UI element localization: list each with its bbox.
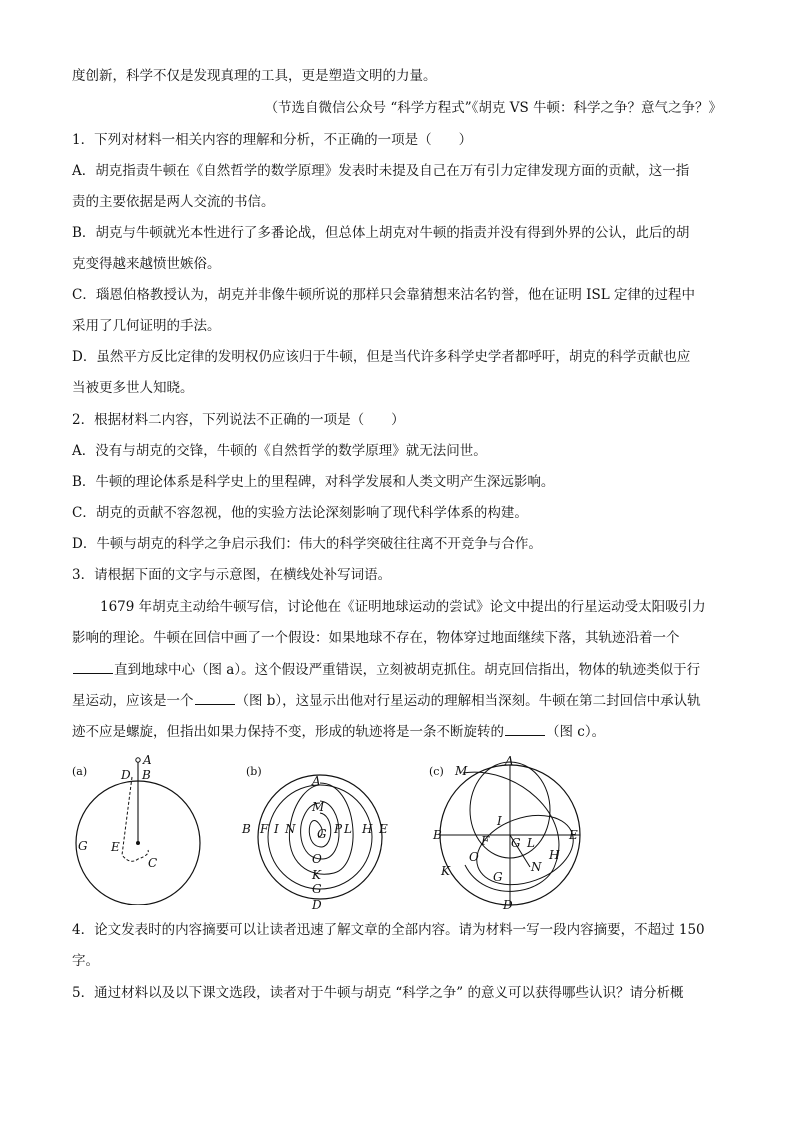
option-2b: B．牛顿的理论体系是科学史上的里程碑，对科学发展和人类文明产生深远影响。 (72, 474, 555, 490)
svg-text:I: I (497, 814, 502, 828)
svg-text:A: A (505, 755, 514, 768)
svg-text:D: D (121, 768, 131, 782)
svg-text:F: F (481, 834, 490, 848)
question-5: 5．通过材料以及以下课文选段，读者对于牛顿与胡克 “科学之争” 的意义可以获得哪些认识？请分析概 (72, 985, 684, 1001)
option-1c: C．瑙恩伯格教授认为，胡克并非像牛顿所说的那样只会靠猜想来沽名钓誉，他在证明 ISL 定律的过程中 (72, 287, 695, 303)
figure-c-tag: (c) (429, 765, 444, 778)
passage-line: 直到地球中心（图 a）。这个假设严重错误，立刻被胡克抓住。胡克回信指出，物体的轨迹类似于行 (72, 659, 700, 680)
svg-text:H: H (362, 822, 373, 836)
passage-line: 迹不应是螺旋，但指出如果力保持不变，形成的轨迹将是一条不断旋转的 （图 c）。 (72, 721, 605, 742)
svg-text:G: G (78, 839, 88, 853)
option-1c-cont: 采用了几何证明的手法。 (72, 318, 221, 334)
passage-line: 1679 年胡克主动给牛顿写信，讨论他在《证明地球运动的尝试》论文中提出的行星运动受太阳吸引力 (100, 599, 706, 615)
svg-text:L: L (527, 836, 535, 850)
passage-line: 星运动，应该是一个 （图 b），这显示出他对行星运动的理解相当深刻。牛顿在第二封回信中承认轨 (72, 690, 701, 711)
svg-text:I: I (274, 822, 279, 836)
source-citation: （节选自微信公众号 “科学方程式”《胡克 VS 牛顿：科学之争？意气之争？》 (264, 100, 722, 116)
svg-text:D: D (503, 898, 513, 912)
svg-text:M: M (455, 764, 468, 778)
text-line: 度创新，科学不仅是发现真理的工具，更是塑造文明的力量。 (72, 68, 437, 84)
figure-c (425, 755, 595, 919)
question-4: 4．论文发表时的内容摘要可以让读者迅速了解文章的全部内容。请为材料一写一段内容摘要，不超过 150 (72, 922, 705, 938)
option-1a: A．胡克指责牛顿在《自然哲学的数学原理》发表时未提及自己在万有引力定律发现方面的贡献，这一指 (72, 163, 690, 179)
figure-a (70, 755, 220, 909)
svg-text:P: P (334, 822, 343, 836)
svg-text:L: L (344, 822, 352, 836)
option-2d: D．牛顿与胡克的科学之争启示我们：伟大的科学突破往往离不开竞争与合作。 (72, 536, 542, 552)
figure-b (240, 755, 400, 919)
answer-blank[interactable] (73, 659, 113, 674)
svg-text:A: A (312, 774, 321, 788)
svg-text:B: B (242, 822, 251, 836)
figure-b-tag: (b) (246, 765, 262, 778)
svg-text:K: K (441, 864, 450, 878)
option-1b: B．胡克与牛顿就光本性进行了多番论战，但总体上胡克对牛顿的指责并没有得到外界的公认，此后的胡 (72, 225, 690, 241)
svg-text:G: G (317, 827, 327, 841)
svg-text:F: F (260, 822, 269, 836)
svg-text:E: E (569, 828, 578, 842)
svg-text:M: M (312, 800, 325, 814)
svg-text:E: E (379, 822, 388, 836)
option-1d: D．虽然平方反比定律的发明权仍应该归于牛顿，但是当代许多科学史学者都呼吁，胡克的科学贡献也应 (72, 349, 691, 365)
svg-text:H: H (549, 848, 560, 862)
svg-text:D: D (312, 898, 322, 912)
svg-text:B: B (142, 768, 151, 782)
svg-text:A: A (143, 755, 152, 767)
question-3: 3．请根据下面的文字与示意图，在横线处补写词语。 (72, 567, 392, 583)
option-1b-cont: 克变得越来越愤世嫉俗。 (72, 256, 221, 272)
svg-text:K: K (312, 868, 321, 882)
option-2c: C．胡克的贡献不容忽视，他的实验方法论深刻影响了现代科学体系的构建。 (72, 505, 528, 521)
svg-text:G: G (312, 882, 322, 896)
option-1a-cont: 责的主要依据是两人交流的书信。 (72, 194, 275, 210)
svg-text:G: G (511, 836, 521, 850)
figure-a-tag: (a) (72, 765, 88, 778)
question-1: 1．下列对材料一相关内容的理解和分析，不正确的一项是（ ） (72, 132, 473, 148)
svg-text:B: B (433, 828, 442, 842)
option-1d-cont: 当被更多世人知晓。 (72, 380, 194, 396)
svg-text:N: N (531, 860, 542, 874)
svg-text:N: N (285, 822, 296, 836)
answer-blank[interactable] (195, 690, 235, 705)
svg-text:E: E (111, 840, 120, 854)
answer-blank[interactable] (505, 721, 545, 736)
svg-text:O: O (469, 850, 479, 864)
option-2a: A．没有与胡克的交锋，牛顿的《自然哲学的数学原理》就无法问世。 (72, 443, 487, 459)
question-2: 2．根据材料二内容，下列说法不正确的一项是（ ） (72, 412, 405, 428)
svg-text:O: O (312, 852, 322, 866)
question-4-cont: 字。 (72, 953, 99, 969)
svg-text:G: G (493, 870, 503, 884)
svg-text:C: C (148, 856, 158, 870)
passage-line: 影响的理论。牛顿在回信中画了一个假设：如果地球不存在，物体穿过地面继续下落，其轨迹沿着一个 (72, 630, 680, 646)
